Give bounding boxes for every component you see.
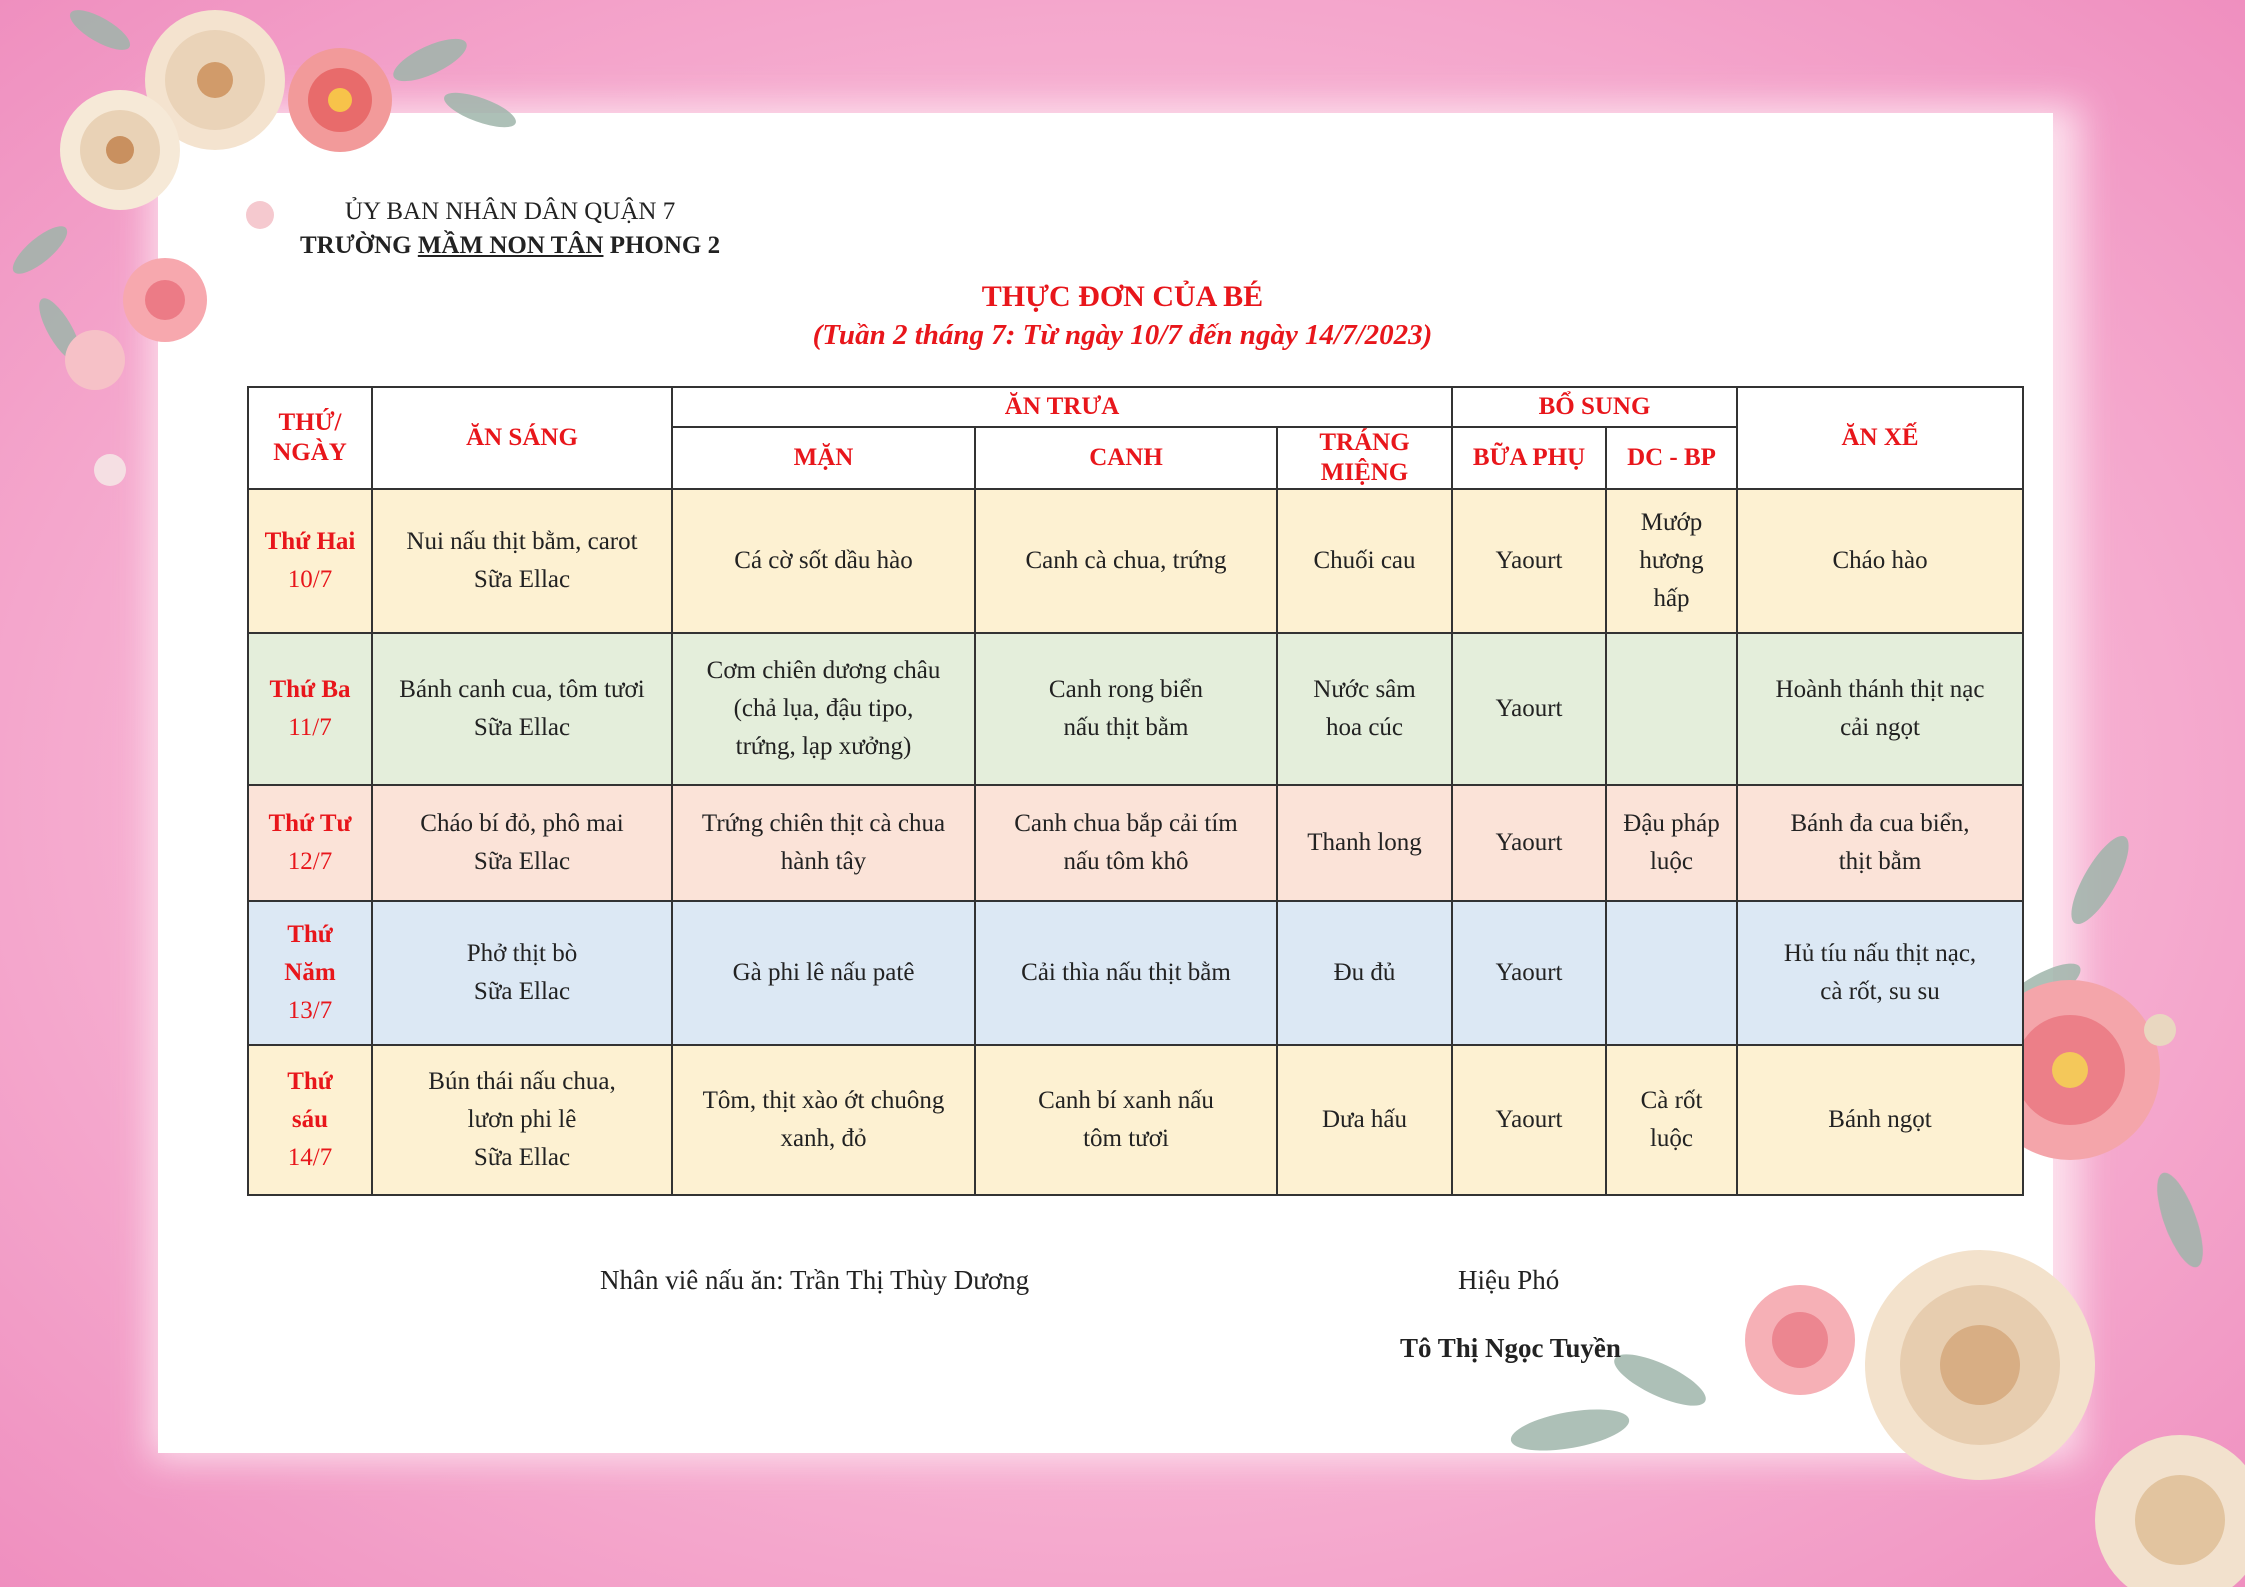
afternoon-cell-line: Bánh đa cua biển, — [1790, 810, 1970, 837]
vice-principal-name: Tô Thị Ngọc Tuyền — [1400, 1333, 1621, 1363]
day-name: Thứ — [287, 921, 333, 948]
table-row — [248, 633, 2023, 785]
day-cell — [248, 785, 372, 901]
lunch-main-cell-line: Cơm chiên dương châu — [706, 657, 941, 684]
lunch-soup-cell-line: tôm tươi — [1083, 1125, 1169, 1152]
lunch-soup-cell — [975, 785, 1277, 901]
lunch-main-cell-line: hành tây — [780, 848, 867, 875]
header-day: THỨ/ NGÀY — [248, 387, 372, 489]
table-row — [248, 1045, 2023, 1195]
lunch-soup-cell-line: Canh bí xanh nấu — [1038, 1087, 1214, 1114]
dcbp-cell-line: Mướp — [1640, 509, 1703, 536]
breakfast-cell-line: Cháo bí đỏ, phô mai — [420, 810, 624, 837]
dessert-cell — [1277, 633, 1452, 785]
day-name: sáu — [291, 1106, 329, 1133]
header-lunch-soup: CANH — [975, 427, 1277, 489]
lunch-main-cell-line: xanh, đỏ — [780, 1125, 867, 1152]
day-cell — [248, 1045, 372, 1195]
table-row — [248, 901, 2023, 1045]
weekly-menu-table — [247, 386, 2024, 1196]
lunch-soup-cell-line: nấu tôm khô — [1063, 848, 1189, 875]
lunch-main-cell-line: Trứng chiên thịt cà chua — [701, 810, 946, 837]
afternoon-cell-line: Bánh ngọt — [1828, 1106, 1932, 1133]
afternoon-cell-line: thịt bằm — [1838, 848, 1922, 875]
snack-cell: Yaourt — [1452, 489, 1606, 633]
day-date: 11/7 — [288, 714, 332, 741]
dessert-cell — [1277, 901, 1452, 1045]
menu-title — [0, 278, 2245, 354]
vice-principal-title: Hiệu Phó — [1458, 1265, 1560, 1295]
afternoon-cell — [1737, 1045, 2023, 1195]
dessert-cell-line: hoa cúc — [1325, 714, 1404, 741]
dessert-cell — [1277, 785, 1452, 901]
day-cell — [248, 489, 372, 633]
snack-cell: Yaourt — [1452, 785, 1606, 901]
dcbp-cell — [1606, 785, 1737, 901]
header-supplement-dcbp: DC - BP — [1606, 427, 1737, 489]
day-cell — [248, 901, 372, 1045]
lunch-main-cell-line: Cá cờ sốt dầu hào — [734, 547, 913, 574]
lunch-main-cell — [672, 489, 975, 633]
dessert-cell-line: Chuối cau — [1313, 547, 1416, 574]
dcbp-cell — [1606, 489, 1737, 633]
header-afternoon: ĂN XẾ — [1737, 387, 2023, 489]
district-committee: ỦY BAN NHÂN DÂN QUẬN 7 — [344, 198, 676, 225]
dcbp-cell-line: Cà rốt — [1640, 1087, 1703, 1114]
breakfast-cell-line: lươn phi lê — [467, 1106, 577, 1133]
breakfast-cell-line: Sữa Ellac — [473, 1144, 571, 1171]
dessert-cell-line: Nước sâm — [1313, 676, 1416, 703]
breakfast-cell — [372, 785, 672, 901]
day-name: Thứ Tư — [268, 810, 352, 837]
page-title: THỰC ĐƠN CỦA BÉ — [981, 280, 1264, 313]
dessert-cell-line: Thanh long — [1307, 829, 1422, 856]
afternoon-cell — [1737, 633, 2023, 785]
lunch-soup-cell — [975, 901, 1277, 1045]
dcbp-cell-line: luộc — [1649, 848, 1694, 875]
breakfast-cell-line: Sữa Ellac — [473, 566, 571, 593]
day-name: Thứ Hai — [264, 528, 356, 555]
afternoon-cell-line: cải ngọt — [1840, 714, 1920, 741]
lunch-soup-cell — [975, 1045, 1277, 1195]
afternoon-cell — [1737, 901, 2023, 1045]
header-lunch-dessert: TRÁNG MIỆNG — [1277, 427, 1452, 489]
dcbp-cell-line: luộc — [1649, 1125, 1694, 1152]
header-supplement: BỔ SUNG — [1452, 387, 1737, 427]
dessert-cell — [1277, 489, 1452, 633]
snack-cell: Yaourt — [1452, 901, 1606, 1045]
day-date: 12/7 — [287, 848, 333, 875]
breakfast-cell-line: Sữa Ellac — [473, 978, 571, 1005]
afternoon-cell-line: Hoành thánh thịt nạc — [1775, 676, 1985, 703]
lunch-soup-cell — [975, 489, 1277, 633]
dcbp-cell-line: Đậu pháp — [1623, 810, 1720, 837]
day-name: Thứ — [287, 1068, 333, 1095]
header-lunch: ĂN TRƯA — [672, 387, 1452, 427]
breakfast-cell — [372, 901, 672, 1045]
lunch-main-cell — [672, 785, 975, 901]
lunch-main-cell-line: Tôm, thịt xào ớt chuông — [702, 1087, 945, 1114]
header-breakfast: ĂN SÁNG — [372, 387, 672, 489]
afternoon-cell-line: cà rốt, su su — [1820, 978, 1940, 1005]
snack-cell: Yaourt — [1452, 633, 1606, 785]
afternoon-cell-line: Cháo hào — [1832, 547, 1928, 574]
dcbp-cell-line: hương — [1639, 547, 1704, 574]
table-row — [248, 785, 2023, 901]
breakfast-cell — [372, 633, 672, 785]
breakfast-cell-line: Bún thái nấu chua, — [428, 1068, 616, 1095]
organization-header — [300, 195, 720, 263]
dessert-cell — [1277, 1045, 1452, 1195]
day-cell — [248, 633, 372, 785]
dcbp-cell — [1606, 1045, 1737, 1195]
day-date: 10/7 — [287, 566, 333, 593]
breakfast-cell-line: Bánh canh cua, tôm tươi — [399, 676, 645, 703]
day-date: 13/7 — [287, 997, 333, 1024]
page-subtitle: (Tuần 2 tháng 7: Từ ngày 10/7 đến ngày 14/7/2023) — [812, 319, 1433, 351]
breakfast-cell-line: Phở thịt bò — [466, 940, 578, 967]
day-name: Thứ Ba — [269, 676, 351, 703]
dcbp-cell — [1606, 901, 1737, 1045]
dcbp-cell — [1606, 633, 1737, 785]
header-supplement-snack: BỮA PHỤ — [1452, 427, 1606, 489]
dessert-cell-line: Dưa hấu — [1321, 1106, 1408, 1133]
lunch-soup-cell — [975, 633, 1277, 785]
lunch-soup-cell-line: Canh rong biển — [1048, 676, 1204, 703]
lunch-soup-cell-line: Canh cà chua, trứng — [1025, 547, 1227, 574]
dcbp-cell-line: hấp — [1653, 585, 1690, 612]
lunch-soup-cell-line: Canh chua bắp cải tím — [1014, 810, 1238, 837]
lunch-main-cell — [672, 633, 975, 785]
afternoon-cell — [1737, 489, 2023, 633]
snack-cell: Yaourt — [1452, 1045, 1606, 1195]
lunch-main-cell-line: (chả lụa, đậu tipo, — [733, 695, 914, 722]
lunch-main-cell-line: Gà phi lê nấu patê — [732, 959, 915, 986]
cook-signature: Nhân viê nấu ăn: Trần Thị Thùy Dương — [600, 1265, 1030, 1295]
breakfast-cell-line: Sữa Ellac — [473, 848, 571, 875]
breakfast-cell — [372, 489, 672, 633]
lunch-main-cell-line: trứng, lạp xưởng) — [735, 733, 912, 760]
lunch-main-cell — [672, 901, 975, 1045]
breakfast-cell-line: Sữa Ellac — [473, 714, 571, 741]
day-name: Năm — [284, 959, 336, 986]
day-date: 14/7 — [287, 1144, 333, 1171]
table-row — [248, 489, 2023, 633]
afternoon-cell — [1737, 785, 2023, 901]
breakfast-cell-line: Nui nấu thịt bằm, carot — [406, 528, 638, 555]
header-lunch-main: MẶN — [672, 427, 975, 489]
breakfast-cell — [372, 1045, 672, 1195]
afternoon-cell-line: Hủ tíu nấu thịt nạc, — [1783, 940, 1977, 967]
lunch-soup-cell-line: Cải thìa nấu thịt bằm — [1021, 959, 1231, 986]
school-name: TRƯỜNG MẦM NON TÂN PHONG 2 — [300, 232, 721, 259]
lunch-main-cell — [672, 1045, 975, 1195]
dessert-cell-line: Đu đủ — [1333, 959, 1396, 986]
lunch-soup-cell-line: nấu thịt bằm — [1063, 714, 1189, 741]
